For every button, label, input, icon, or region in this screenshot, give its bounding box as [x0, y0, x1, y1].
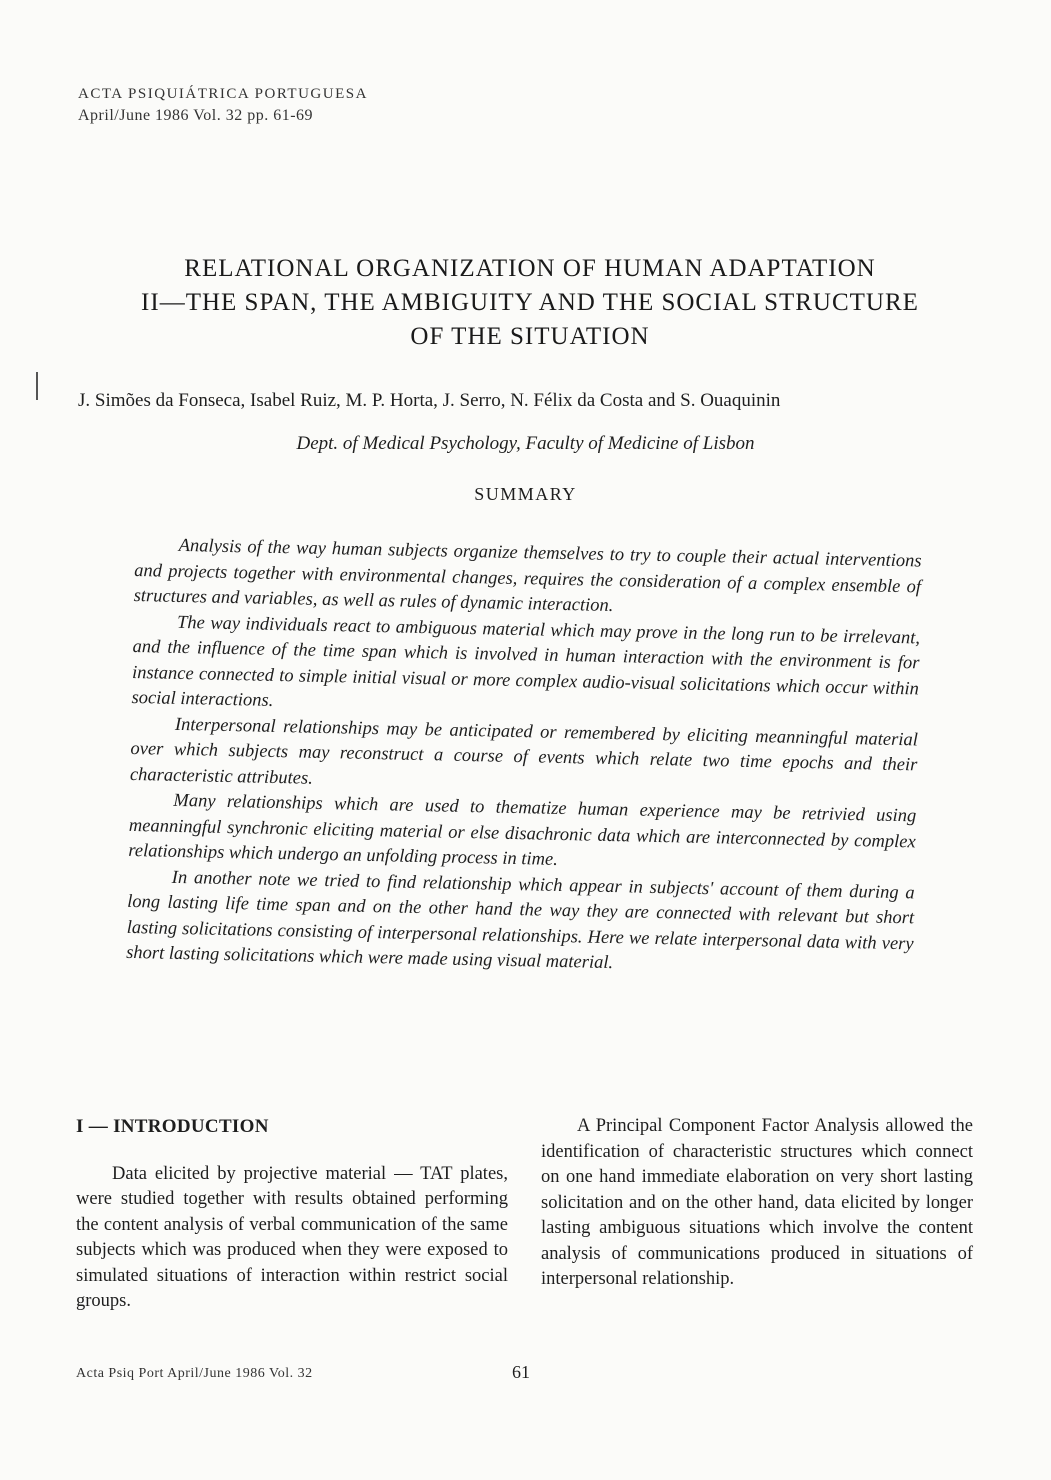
article-title — [60, 252, 1000, 354]
summary-heading: SUMMARY — [474, 484, 577, 504]
summary-paragraph: In another note we tried to find relationship which appear in subjects' account of them during a long lasting life time span and on the other hand the way they are connected with relevant but short lasting solicitations consisting of interpersonal relationships. Here we relate interpersonal data with very short lasting solicitations which were made using visual material. — [125, 867, 915, 974]
page-number: 61 — [512, 1362, 530, 1382]
summary-paragraph: The way individuals react to ambiguous material which may prove in the long run to be irrelevant, and the influence of the time span which is involved in human interaction with the environment is for instance connected to simple initial visual or more complex audio-visual solicitations which occur within social interactions. — [131, 612, 921, 711]
left-column — [76, 1114, 508, 1315]
summary-abstract — [126, 533, 922, 983]
summary-paragraph: Interpersonal relationships may be anticipated or remembered by eliciting meanningful material over which subjects may reconstruct a course of events which relate two time epochs and their characteristic attributes. — [129, 714, 919, 789]
journal-issue: April/June 1986 Vol. 32 pp. 61-69 — [78, 107, 314, 124]
body-paragraph: Data elicited by projective material — TAT plates, were studied together with results obtained performing the content analysis of verbal communication of the same subjects which was produced when they were exposed to simulated situations of interaction within restrict social groups. — [76, 1163, 508, 1311]
right-column — [541, 1114, 973, 1293]
journal-name: ACTA PSIQUIÁTRICA PORTUGUESA — [78, 86, 368, 102]
title-line-1: RELATIONAL ORGANIZATION OF HUMAN ADAPTATION — [184, 255, 876, 282]
journal-header — [78, 84, 368, 126]
title-line-3: OF THE SITUATION — [410, 323, 650, 350]
footer-citation: Acta Psiq Port April/June 1986 Vol. 32 — [76, 1366, 313, 1381]
author-list: J. Simões da Fonseca, Isabel Ruiz, M. P. Horta, J. Serro, N. Félix da Costa and S. Ouaquinin — [78, 390, 781, 411]
body-paragraph: A Principal Component Factor Analysis allowed the identification of characteristic structures which connect on one hand immediate elaboration on very short lasting solicitation and on the other hand, data elicited by longer lasting ambiguous situations which involve the content analysis of communications produced in situations of interpersonal relationship. — [541, 1116, 973, 1289]
affiliation: Dept. of Medical Psychology, Faculty of Medicine of Lisbon — [296, 433, 755, 454]
summary-paragraph: Many relationships which are used to thematize human experience may be retrivied using meanningful synchronic eliciting material or else disachronic data which are interconnected by complex relationships which undergo an unfolding process in time. — [128, 790, 917, 870]
summary-paragraph: Analysis of the way human subjects organize themselves to try to couple their actual interventions and projects together with environmental changes, requires the consideration of a complex ensemble of structures and variables, as well as rules of dynamic interaction. — [133, 535, 922, 617]
margin-mark — [36, 372, 38, 400]
section-heading: I — INTRODUCTION — [76, 1116, 269, 1137]
title-line-2: II—THE SPAN, THE AMBIGUITY AND THE SOCIAL STRUCTURE — [141, 289, 919, 316]
